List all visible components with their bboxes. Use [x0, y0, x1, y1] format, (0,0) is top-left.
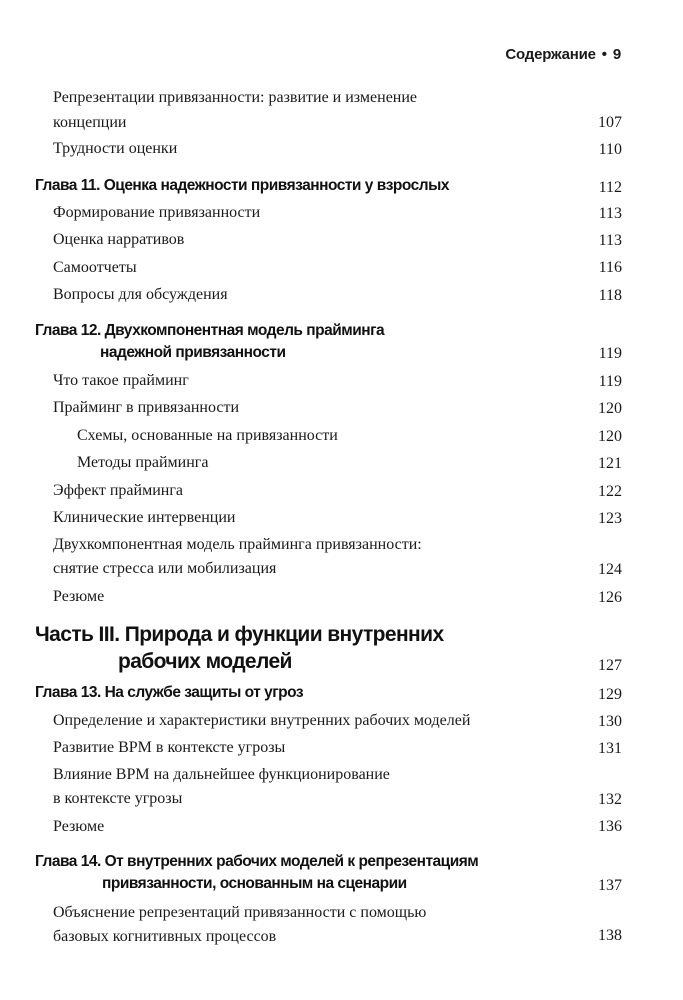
header-page-number: 9 [612, 46, 621, 63]
toc-entry-text: Прайминг в привязанности [53, 399, 240, 416]
chapter-title: надежной привязанности [100, 344, 286, 361]
toc-page-number: 122 [598, 483, 622, 500]
toc-entry-text: Оценка нарративов [53, 231, 185, 248]
toc-entry-text: концепции [53, 114, 127, 131]
toc-page-number: 113 [598, 232, 622, 249]
toc-page-number: 129 [598, 686, 622, 703]
chapter-title: привязанности, основанным на сценарии [102, 875, 407, 892]
toc-page-number: 112 [598, 179, 622, 196]
chapter-title: Глава 14. От внутренних рабочих моделей к репрезентациям [35, 853, 479, 870]
toc-entry-text: Методы прайминга [77, 454, 209, 471]
toc-entry-text: снятие стресса или мобилизация [53, 560, 277, 577]
toc-entry-text: Влияние ВРМ на дальнейшее функционирование [53, 766, 390, 783]
toc-page-number: 130 [598, 713, 622, 730]
chapter-title: Глава 11. Оценка надежности привязанности у взрослых [35, 177, 449, 194]
toc-page-number: 123 [598, 510, 622, 527]
toc-page-number: 120 [598, 428, 622, 445]
toc-page-number: 138 [598, 927, 622, 944]
toc-page-number: 124 [598, 561, 622, 578]
toc-entry-text: Резюме [53, 588, 105, 605]
toc-page-number: 110 [598, 141, 622, 158]
part-title: рабочих моделей [118, 650, 292, 673]
toc-page-number: 126 [598, 589, 622, 606]
toc-entry-text: Вопросы для обсуждения [53, 286, 228, 303]
toc-entry-text: Резюме [53, 818, 105, 835]
running-header [505, 46, 621, 63]
toc-page-number: 119 [598, 373, 622, 390]
toc-entry-text: Самоотчеты [53, 259, 137, 276]
toc-entry-text: Определение и характеристики внутренних рабочих моделей [53, 712, 471, 729]
toc-entry-text: Схемы, основанные на привязанности [77, 427, 338, 444]
toc-page-number: 119 [598, 345, 622, 362]
part-title: Часть III. Природа и функции внутренних [35, 623, 444, 646]
chapter-title: Глава 13. На службе защиты от угроз [35, 684, 304, 701]
toc-page-number: 107 [598, 114, 622, 131]
toc-entry-text: Формирование привязанности [53, 204, 261, 221]
toc-entry-text: Двухкомпонентная модель прайминга привязанности: [53, 536, 422, 553]
chapter-title: Глава 12. Двухкомпонентная модель прайминга [35, 322, 385, 339]
toc-page-number: 137 [598, 877, 622, 894]
toc-page-number: 136 [598, 818, 622, 835]
toc-entry-text: Что такое прайминг [53, 372, 189, 389]
toc-entry-text: Развитие ВРМ в контексте угрозы [53, 739, 286, 756]
toc-entry-text: базовых когнитивных процессов [53, 928, 277, 945]
toc-entry-text: в контексте угрозы [53, 790, 183, 807]
toc-page-number: 127 [598, 657, 622, 674]
toc-page-number: 120 [598, 400, 622, 417]
header-section-title: Содержание [505, 46, 596, 63]
toc-entry-text: Объяснение репрезентаций привязанности с помощью [53, 904, 427, 921]
toc-entry-text: Клинические интервенции [53, 509, 236, 526]
toc-page-number: 131 [598, 740, 622, 757]
toc-page-number: 113 [598, 205, 622, 222]
toc-page-number: 116 [598, 259, 622, 276]
toc-page-number: 121 [598, 455, 622, 472]
toc-entry-text: Репрезентации привязанности: развитие и изменение [53, 89, 418, 106]
toc-entry-text: Трудности оценки [53, 140, 178, 157]
header-bullet: • [601, 46, 607, 63]
toc-page-number: 132 [598, 791, 622, 808]
toc-page-number: 118 [598, 287, 622, 304]
toc-entry-text: Эффект прайминга [53, 482, 183, 499]
